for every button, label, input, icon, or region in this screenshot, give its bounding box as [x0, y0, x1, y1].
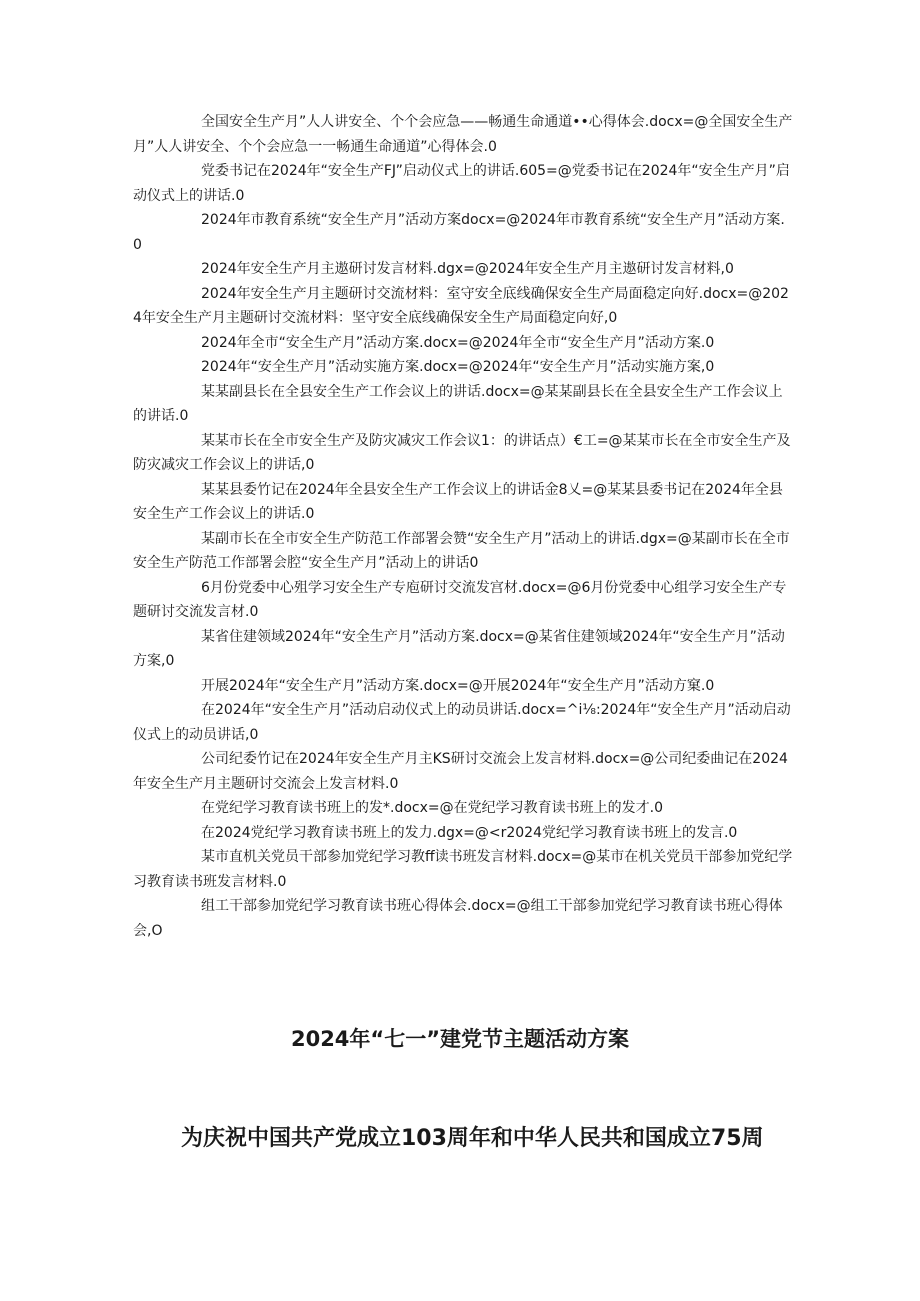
file-entry: 某某副县长在全县安全生产工作会议上的讲话.docx=@某某副县长在全县安全生产工作会议上的讲话.0: [133, 383, 783, 424]
file-entry-list: [133, 110, 793, 943]
document-title: 2024年“七一”建党节主题活动方案: [290, 1027, 630, 1051]
file-entry: 某市直机关党员干部参加党纪学习教ff读书班发言材料.docx=@某市在机关党员干部参加党纪学习教育读书班发言材料.0: [133, 849, 793, 890]
file-entry: 2024年安全生产月主题研讨交流材料：室守安全底线确保安全生产局面稳定向好.docx=@2024年安全生产月主题研讨交流材料：坚守安全底线确保安全生产局面稳定向好,0: [133, 285, 789, 326]
file-entry: 某省住建领域2024年“安全生产月”活动方案.docx=@某省住建领域2024年“安全生产月”活动方案,0: [133, 628, 785, 669]
file-entry: 在2024年“安全生产月”活动启动仪式上的动员讲话.docx=^i⅛:2024年“安全生产月”活动启动仪式上的动员讲话,0: [133, 702, 791, 743]
file-entry: 开展2024年“安全生产月”活动方案.docx=@开展2024年“安全生产月”活动方窠.0: [201, 677, 715, 694]
file-entry: 在2024党纪学习教育读书班上的发力.dgx=@<r2024党纪学习教育读书班上的发言.0: [201, 824, 738, 841]
file-entry: 2024年“安全生产月”活动实施方案.docx=@2024年“安全生产月”活动实施方案,0: [201, 359, 715, 375]
file-entry: 6月份党委中心殂学习安全生产专庖研讨交流发宫材.docx=@6月份党委中心组学习安全生产专题研讨交流发言材.0: [133, 579, 787, 620]
file-entry: 全国安全生产月”人人讲安全、个个会应急——畅通生命通道••心得体会.docx=@全国安全生产月”人人讲安全、个个会应急一一畅通生命通道”心得体会.0: [133, 114, 793, 155]
file-entry: 2024年安全生产月主遨研讨发言材料.dgx=@2024年安全生产月主遨研讨发言材料,0: [201, 261, 734, 277]
file-entry: 在党纪学习教育读书班上的发*.docx=@在党纪学习教育读书班上的发才.0: [201, 800, 663, 816]
file-entry: 公司纪委竹记在2024年安全生产月主KS研讨交流会上发言材料.docx=@公司纪委曲记在2024年安全生产月主题研讨交流会上发言材料.0: [133, 751, 788, 792]
file-entry: 某某县委竹记在2024年全县安全生产工作会议上的讲话金8乂=@某某县委书记在2024年全县安全生产工作会议上的讲话.0: [133, 481, 783, 522]
opening-paragraph: 为庆祝中国共产党成立103周年和中华人民共和国成立75周: [181, 1126, 764, 1151]
file-entry: 某某市长在全市安全生产及防灾减灾工作会议1：的讲话点）€工=@某某市长在全市安全生产及防灾减灾工作会议上的讲话,0: [133, 432, 791, 473]
file-entry: 组工干部参加党纪学习教育读书班心得体会.docx=@组工干部参加党纪学习教育读书班心得体会,O: [133, 898, 783, 939]
file-entry: 某副市长在全市安全生产防范工作部署会赞“安全生产月”活动上的讲话.dgx=@某副市长在全市安全生产防范工作部署会腔“安全生产月”活动上的讲话0: [133, 530, 790, 571]
file-entry: 2024年市教育系统“安全生产月”活动方案docx=@2024年市教育系统“安全生产月”活动方案.0: [133, 212, 785, 253]
file-entry: 党委书记在2024年“安全生产FJ”启动仪式上的讲话.605=@党委书记在2024年“安全生产月”启动仪式上的讲话.0: [133, 163, 790, 204]
file-entry: 2024年全市“安全生产月”活动方案.docx=@2024年全市“安全生产月”活动方案.0: [201, 334, 715, 351]
